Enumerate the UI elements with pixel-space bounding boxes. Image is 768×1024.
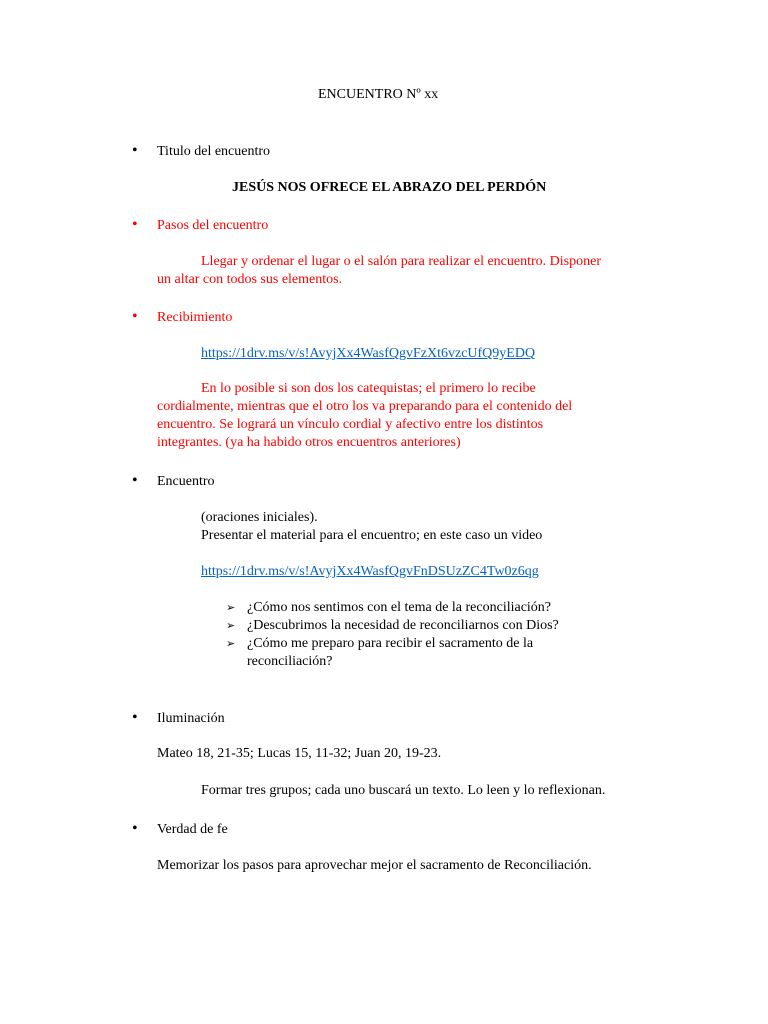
bullet-icon: • xyxy=(132,709,138,726)
encuentro-label: Encuentro xyxy=(157,474,215,489)
memorizar-text: Memorizar los pasos para aprovechar mejor el sacramento de Reconciliación. xyxy=(157,858,592,873)
grupos-text: Formar tres grupos; cada uno buscará un texto. Lo leen y lo reflexionan. xyxy=(201,783,606,798)
recibimiento-text-line: cordialmente, mientras que el otro los va preparando para el contenido del xyxy=(157,399,573,414)
recibimiento-text-line: En lo posible si son dos los catequistas; el primero lo recibe xyxy=(201,381,536,396)
recibimiento-text-line: integrantes. (ya ha habido otros encuentros anteriores) xyxy=(157,435,461,450)
bullet-icon: • xyxy=(132,216,138,233)
titulo-label: Titulo del encuentro xyxy=(157,144,271,159)
main-title: JESÚS NOS OFRECE EL ABRAZO DEL PERDÓN xyxy=(232,180,547,195)
recibimiento-label: Recibimiento xyxy=(157,310,233,325)
bullet-icon: • xyxy=(132,472,138,489)
question-item: ¿Descubrimos la necesidad de reconciliarnos con Dios? xyxy=(247,618,559,633)
arrow-bullet-icon: ➢ xyxy=(226,601,236,614)
document-heading: ENCUENTRO Nº xx xyxy=(318,87,439,102)
citas-biblicas: Mateo 18, 21-35; Lucas 15, 11-32; Juan 20, 19-23. xyxy=(157,746,442,761)
recibimiento-text-line: encuentro. Se logrará un vínculo cordial y afectivo entre los distintos xyxy=(157,417,544,432)
question-item-continuation: reconciliación? xyxy=(247,654,333,669)
encuentro-text-line: (oraciones iniciales). xyxy=(201,510,318,525)
pasos-text-line: Llegar y ordenar el lugar o el salón para realizar el encuentro. Disponer xyxy=(201,254,601,269)
video-link-2[interactable]: https://1drv.ms/v/s!AvyjXx4WasfQgvFnDSUzZC4Tw0z6qg xyxy=(201,564,539,579)
bullet-icon: • xyxy=(132,308,138,325)
encuentro-text-line: Presentar el material para el encuentro; en este caso un video xyxy=(201,528,543,543)
bullet-icon: • xyxy=(132,820,138,837)
iluminacion-label: Iluminación xyxy=(157,711,225,726)
verdad-label: Verdad de fe xyxy=(157,822,228,837)
bullet-icon: • xyxy=(132,142,138,159)
pasos-text-line: un altar con todos sus elementos. xyxy=(157,272,343,287)
question-item: ¿Cómo nos sentimos con el tema de la reconciliación? xyxy=(247,600,552,615)
question-item: ¿Cómo me preparo para recibir el sacramento de la xyxy=(247,636,534,651)
arrow-bullet-icon: ➢ xyxy=(226,637,236,650)
video-link-1[interactable]: https://1drv.ms/v/s!AvyjXx4WasfQgvFzXt6vzcUfQ9yEDQ xyxy=(201,346,536,361)
pasos-label: Pasos del encuentro xyxy=(157,218,269,233)
arrow-bullet-icon: ➢ xyxy=(226,619,236,632)
